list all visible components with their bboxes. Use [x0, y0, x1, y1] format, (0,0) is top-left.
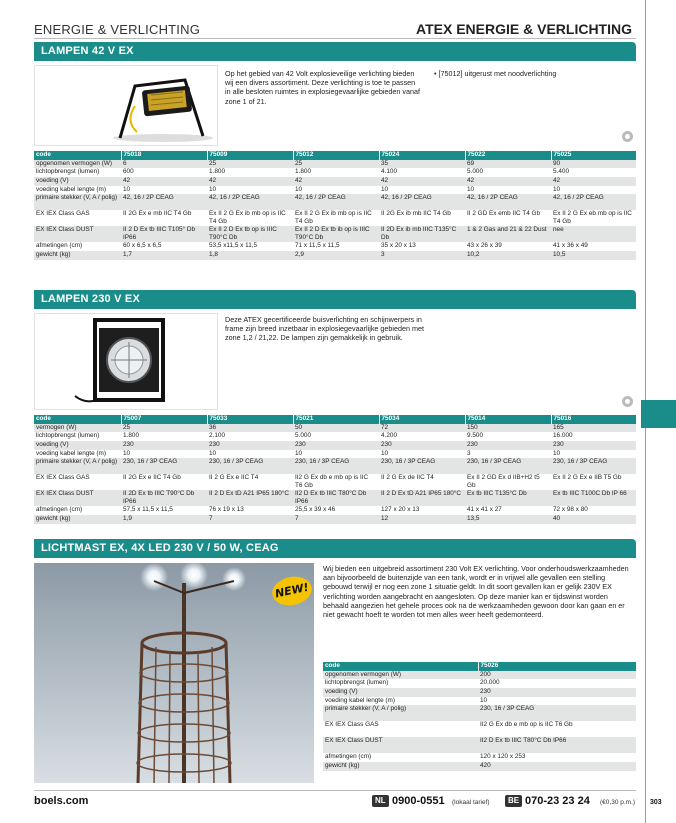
table-row [323, 688, 636, 697]
row-label: lichtopbrengst (lumen) [34, 168, 121, 177]
table-cell: 42, 16 / 2P CEAG [465, 194, 551, 210]
table-cell: 41 x 36 x 49 [551, 242, 636, 251]
table-row [34, 450, 636, 459]
row-label: gewicht (kg) [34, 515, 121, 524]
table-cell: 35 x 20 x 13 [379, 242, 465, 251]
table-cell: 10 [551, 450, 636, 459]
table-cell: 42, 16 / 2P CEAG [551, 194, 636, 210]
table-cell: II 2D Ex ib mb IIIC T135°C Db [379, 226, 465, 242]
table-row [34, 474, 636, 490]
table-row [34, 177, 636, 186]
table-cell: 2.100 [207, 432, 293, 441]
table-cell: 10 [121, 450, 207, 459]
info-icon [622, 396, 633, 407]
table-cell: 9.500 [465, 432, 551, 441]
table-cell: 2,9 [293, 251, 379, 260]
table-cell: 3 [379, 251, 465, 260]
table-cell: 72 x 98 x 80 [551, 506, 636, 515]
table-cell: 10 [207, 186, 293, 195]
table-cell: 120 x 120 x 253 [478, 753, 636, 762]
table-row [34, 186, 636, 195]
table-cell: 5.400 [551, 168, 636, 177]
table-cell: II 2 D Ex tb IIIC T105° Db IP66 [121, 226, 207, 242]
table-cell: 230, 16 / 3P CEAG [379, 458, 465, 474]
table-row [34, 424, 636, 433]
row-label: afmetingen (cm) [34, 506, 121, 515]
table-cell: 25 [121, 424, 207, 433]
table-cell: II 2G Ex e mb IIC T4 Gb [121, 210, 207, 226]
section-title-lampen-230v: LAMPEN 230 V EX [34, 290, 636, 309]
table-cell: 10 [551, 186, 636, 195]
framed-floodlight-image [35, 314, 218, 410]
footer-divider [34, 790, 636, 791]
page-number: 303 [650, 799, 662, 806]
section2-description: Deze ATEX gecertificeerde buisverlichting en schijnwerpers in frame zijn breed inzetbaar in explosiegevaarlijke gebieden met zone 1,2 / 21,22. De lampen zijn gemakkelijk in gebruik. [225, 315, 424, 343]
table-row [34, 242, 636, 251]
row-label: lichtopbrengst (lumen) [34, 432, 121, 441]
table-cell: 10 [293, 450, 379, 459]
table-cell: 230 [478, 688, 636, 697]
table-cell: 1 & 2 Gas and 21 & 22 Dust [465, 226, 551, 242]
table-cell: 42 [551, 177, 636, 186]
table-cell: 72 [379, 424, 465, 433]
table-cell: 69 [465, 160, 551, 169]
row-label: gewicht (kg) [34, 251, 121, 260]
table-cell: 42, 16 / 2P CEAG [121, 194, 207, 210]
table-cell: II 2G Ex ib mb IIC T4 Gb [379, 210, 465, 226]
table-cell: 10,2 [465, 251, 551, 260]
table-header-row [34, 415, 636, 424]
table-cell: 3 [465, 450, 551, 459]
column-header-code: 75016 [551, 415, 636, 424]
table-cell: II 2D Ex tb IIIC T90°C Db IP66 [121, 490, 207, 506]
table-row [34, 251, 636, 260]
nl-phone-note: (lokaal tarief) [452, 799, 490, 806]
table-cell: Ex tb IIIC T100C Db IP 66 [551, 490, 636, 506]
row-label: voeding kabel lengte (m) [34, 186, 121, 195]
table-cell: 42 [379, 177, 465, 186]
row-label: EX IEX Class GAS [34, 474, 121, 490]
table-row [34, 515, 636, 524]
row-label: EX IEX Class GAS [323, 721, 478, 737]
table-cell: 1.800 [207, 168, 293, 177]
spec-table-lichtmast [323, 662, 637, 771]
product-photo-framed-floodlight [34, 313, 218, 410]
column-header-code: 75007 [121, 415, 207, 424]
table-cell: Ex II 2 GD Ex d IIB+H2 t5 Gb [465, 474, 551, 490]
row-label: gewicht (kg) [323, 762, 478, 771]
table-cell: 10 [207, 450, 293, 459]
table-row [34, 194, 636, 210]
column-header-code: 75018 [121, 151, 207, 160]
column-header-label: code [34, 151, 121, 160]
table-cell: 40 [551, 515, 636, 524]
be-phone-note: (€0,30 p.m.) [600, 799, 636, 806]
row-label: primaire stekker (V, A / polig) [34, 194, 121, 210]
product-photo-floodlight [34, 65, 218, 146]
table-cell: 150 [465, 424, 551, 433]
table-cell: 36 [207, 424, 293, 433]
table-cell: 10 [379, 186, 465, 195]
table-row [34, 226, 636, 242]
table-cell: 230 [293, 441, 379, 450]
table-cell: 50 [293, 424, 379, 433]
column-header-code: 75014 [465, 415, 551, 424]
table-row [323, 671, 636, 680]
table-cell: 230, 16 / 3P CEAG [207, 458, 293, 474]
table-cell: 165 [551, 424, 636, 433]
section1-note: • [75012] uitgerust met noodverlichting [434, 69, 557, 78]
chapter-tab [641, 400, 676, 428]
table-cell: 10,5 [551, 251, 636, 260]
table-cell: 230, 16 / 3P CEAG [121, 458, 207, 474]
section-title-lampen-42v: LAMPEN 42 V EX [34, 42, 636, 61]
table-cell: 76 x 19 x 13 [207, 506, 293, 515]
table-row [323, 762, 636, 771]
table-cell: 60 x 6,5 x 6,5 [121, 242, 207, 251]
row-label: vermogen (W) [34, 424, 121, 433]
row-label: voeding kabel lengte (m) [323, 697, 478, 706]
row-label: voeding (V) [34, 441, 121, 450]
table-cell: 10 [293, 186, 379, 195]
table-cell: 4.200 [379, 432, 465, 441]
table-cell: II 2 D Ex tD A21 IP65 180°C [207, 490, 293, 506]
section1-description: Op het gebied van 42 Volt explosieveilige verlichting bieden wij een divers assortiment. Deze verlichting is toe te passen in alle besloten ruimtes in explosiegevaarlijke gebieden vanaf zone 1 of 21. [225, 69, 420, 106]
column-header-code: 75022 [465, 151, 551, 160]
table-cell: 57,5 x 11,5 x 11,5 [121, 506, 207, 515]
table-cell: 230 [121, 441, 207, 450]
table-row [34, 432, 636, 441]
row-label: afmetingen (cm) [34, 242, 121, 251]
table-row [323, 753, 636, 762]
spec-table-230v [34, 415, 637, 524]
table-cell: 230 [551, 441, 636, 450]
table-cell: 90 [551, 160, 636, 169]
table-cell: 16.000 [551, 432, 636, 441]
table-cell: 5.000 [293, 432, 379, 441]
info-icon [622, 131, 633, 142]
be-phone-number[interactable]: 070-23 23 24 [525, 795, 590, 807]
row-label: voeding (V) [323, 688, 478, 697]
row-label: EX IEX Class DUST [34, 226, 121, 242]
table-row [323, 705, 636, 721]
table-cell: 20.000 [478, 679, 636, 688]
table-cell: 10 [465, 186, 551, 195]
column-header-code: 75012 [293, 151, 379, 160]
column-header-code: 75025 [551, 151, 636, 160]
table-cell: 41 x 41 x 27 [465, 506, 551, 515]
table-cell: 42, 16 / 2P CEAG [207, 194, 293, 210]
table-cell: 1.800 [293, 168, 379, 177]
table-cell: 71 x 11,5 x 11,5 [293, 242, 379, 251]
table-row [323, 679, 636, 688]
table-row [323, 737, 636, 753]
column-header-code: 75024 [379, 151, 465, 160]
row-label: opgenomen vermogen (W) [323, 671, 478, 680]
table-cell: 230, 16 / 3P CEAG [478, 705, 636, 721]
table-cell: 230 [465, 441, 551, 450]
header-divider [34, 38, 636, 39]
table-header-row [34, 151, 636, 160]
table-cell: II2 D Ex tb IIIC T80°C Db IP66 [478, 737, 636, 753]
column-header-code: 75009 [207, 151, 293, 160]
table-cell: 7 [207, 515, 293, 524]
category-title: ENERGIE & VERLICHTING [34, 22, 201, 37]
row-label: afmetingen (cm) [323, 753, 478, 762]
page-title: ATEX ENERGIE & VERLICHTING [416, 21, 632, 37]
table-row [34, 506, 636, 515]
table-cell: 1,9 [121, 515, 207, 524]
table-cell: II 2 G Ex e IIC T4 [207, 474, 293, 490]
section-title-lichtmast: LICHTMAST EX, 4X LED 230 V / 50 W, CEAG [34, 539, 636, 558]
table-cell: Ex II 2 G Ex eb mb op is IIC T4 Gb [551, 210, 636, 226]
table-cell: 42 [465, 177, 551, 186]
table-cell: Ex II 2 G Ex e IIB T5 Gb [551, 474, 636, 490]
table-cell: 1.800 [121, 432, 207, 441]
nl-phone-number[interactable]: 0900-0551 [392, 795, 445, 807]
table-cell: 7 [293, 515, 379, 524]
table-row [323, 697, 636, 706]
table-cell: II 2 G Ex de IIC T4 [379, 474, 465, 490]
table-cell: 230, 16 / 3P CEAG [293, 458, 379, 474]
table-cell: 600 [121, 168, 207, 177]
table-cell: Ex II 2 G Ex ib mb op is IIC T4 Gb [207, 210, 293, 226]
column-header-code: 75034 [379, 415, 465, 424]
table-row [34, 490, 636, 506]
table-cell: 53,5 x11,5 x 11,5 [207, 242, 293, 251]
table-row [34, 210, 636, 226]
table-cell: nee [551, 226, 636, 242]
row-label: voeding (V) [34, 177, 121, 186]
table-cell: 13,5 [465, 515, 551, 524]
be-country-tag: BE [505, 795, 522, 807]
table-cell: 6 [121, 160, 207, 169]
nl-country-tag: NL [372, 795, 389, 807]
website-link[interactable]: boels.com [34, 795, 89, 807]
row-label: EX IEX Class GAS [34, 210, 121, 226]
table-cell: 42 [293, 177, 379, 186]
row-label: primaire stekker (V, A / polig) [34, 458, 121, 474]
floodlight-image [35, 66, 218, 146]
table-cell: 35 [379, 160, 465, 169]
table-cell: 10 [478, 697, 636, 706]
table-cell: 42 [121, 177, 207, 186]
table-cell: II2 G Ex db e mb op is IIC T6 Gb [478, 721, 636, 737]
table-cell: II2 G Ex db e mb op is IIC T6 Gb [293, 474, 379, 490]
column-header-code: 75021 [293, 415, 379, 424]
row-label: lichtopbrengst (lumen) [323, 679, 478, 688]
new-badge: NEW! [270, 573, 315, 609]
section3-description: Wij bieden een uitgebreid assortiment 230 Volt EX verlichting. Voor onderhoudswerkzaamheden aan bijvoorbeeld de buitenzijde van een tank, wordt er in vrijwel alle gevallen een stelling gebouwd terwijl er nog een zone 1 situatie geldt. In dit soort gevallen kan er gelijk 230V EX verlichting worden aangebracht en aangesloten. Op deze manier kan er tijdswinst worden behaald aangezien het gehele proces ook na de werkzaamheden gewoon door kan gaan en er niet gewacht hoeft te worden tot men alles weer heeft gedemonteerd. [323, 564, 629, 620]
table-cell: 230 [379, 441, 465, 450]
table-cell: 10 [379, 450, 465, 459]
table-cell: 230 [207, 441, 293, 450]
table-cell: 127 x 20 x 13 [379, 506, 465, 515]
table-cell: II 2 GD Ex emb IIC T4 Gb [465, 210, 551, 226]
row-label: EX IEX Class DUST [34, 490, 121, 506]
row-label: opgenomen vermogen (W) [34, 160, 121, 169]
table-cell: 25 [207, 160, 293, 169]
table-header-row [323, 662, 636, 671]
table-cell: 5.000 [465, 168, 551, 177]
table-cell: II 2G Ex e IIC T4 Gb [121, 474, 207, 490]
row-label: primaire stekker (V, A / polig) [323, 705, 478, 721]
table-cell: Ex II 2 D Ex tb op is IIIC T90°C Db [207, 226, 293, 242]
row-label: voeding kabel lengte (m) [34, 450, 121, 459]
column-header-code: 75033 [207, 415, 293, 424]
table-cell: 230, 16 / 3P CEAG [551, 458, 636, 474]
column-header-label: code [34, 415, 121, 424]
table-cell: 10 [121, 186, 207, 195]
table-cell: Ex II 2 G Ex ib mb op is IIC T4 Gb [293, 210, 379, 226]
row-label: EX IEX Class DUST [323, 737, 478, 753]
table-row [34, 168, 636, 177]
table-cell: 420 [478, 762, 636, 771]
column-header-label: code [323, 662, 478, 671]
table-cell: 43 x 26 x 39 [465, 242, 551, 251]
table-cell: Ex II 2 D Ex tb ib op is IIIC T90°C Db [293, 226, 379, 242]
table-cell: 42, 16 / 2P CEAG [379, 194, 465, 210]
table-cell: 25 [293, 160, 379, 169]
table-cell: 42 [207, 177, 293, 186]
table-cell: 200 [478, 671, 636, 680]
table-row [323, 721, 636, 737]
table-cell: 25,5 x 39 x 46 [293, 506, 379, 515]
spec-table-42v [34, 151, 637, 260]
table-cell: II 2 D Ex tD A21 IP65 180°C [379, 490, 465, 506]
table-cell: 12 [379, 515, 465, 524]
table-row [34, 458, 636, 474]
column-header-code: 75026 [478, 662, 636, 671]
table-row [34, 441, 636, 450]
table-cell: 4.100 [379, 168, 465, 177]
table-cell: II2 D Ex tb IIIC T80°C Db IP66 [293, 490, 379, 506]
table-cell: 42, 16 / 2P CEAG [293, 194, 379, 210]
table-row [34, 160, 636, 169]
table-cell: Ex tb IIIC T135°C Db [465, 490, 551, 506]
table-cell: 230, 16 / 3P CEAG [465, 458, 551, 474]
table-cell: 1,8 [207, 251, 293, 260]
table-cell: 1,7 [121, 251, 207, 260]
